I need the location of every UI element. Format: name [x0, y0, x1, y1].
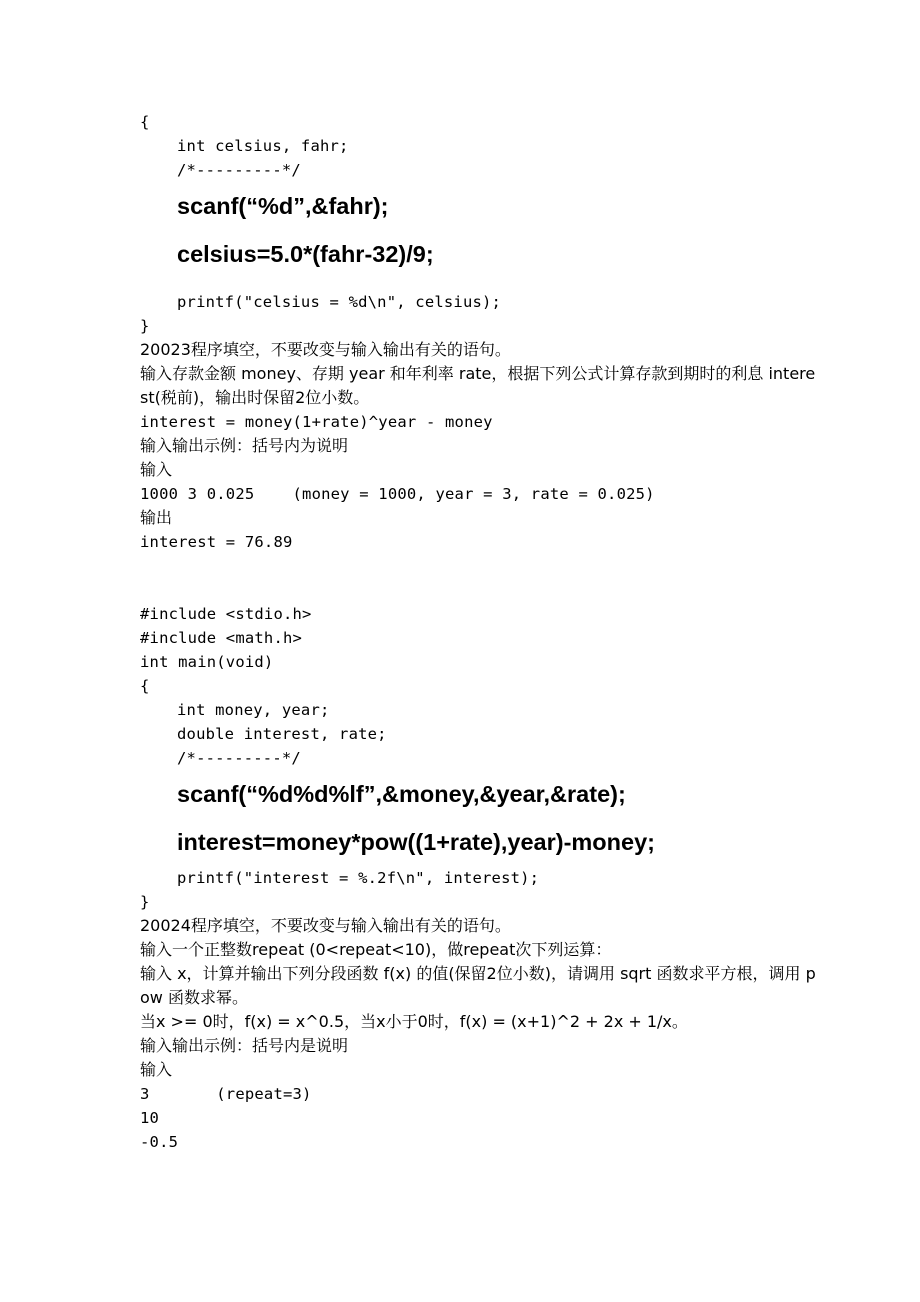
spacer [140, 554, 820, 602]
spacer [140, 278, 820, 290]
output-label: 输出 [140, 508, 173, 527]
input-value: 3 (repeat=3) [140, 1085, 312, 1103]
problem-formula: interest = money(1+rate)^year - money [140, 413, 493, 431]
answer-line: scanf(“%d”,&fahr); [177, 193, 389, 219]
code-declaration: int money, year; [177, 701, 330, 719]
code-close-brace: } [140, 893, 150, 911]
code-fill-marker: /*---------*/ [177, 161, 301, 179]
code-fill-marker: /*---------*/ [177, 749, 301, 767]
answer-line: celsius=5.0*(fahr-32)/9; [177, 241, 434, 267]
document-page [140, 110, 820, 1154]
problem-description: 输入 x，计算并输出下列分段函数 f(x) 的值(保留2位小数)，请调用 sqrt 函数求平方根，调用 pow 函数求幂。 [140, 964, 816, 1007]
code-include: #include <math.h> [140, 629, 303, 647]
answer-line: scanf(“%d%d%lf”,&money,&year,&rate); [177, 781, 626, 807]
input-value: -0.5 [140, 1133, 179, 1151]
code-declaration: double interest, rate; [177, 725, 387, 743]
problem-description: 输入一个正整数repeat (0<repeat<10)，做repeat次下列运算： [140, 940, 612, 959]
problem-description: 当x >= 0时，f(x) = x^0.5，当x小于0时，f(x) = (x+1)^2 + 2x + 1/x。 [140, 1012, 688, 1031]
input-value: 10 [140, 1109, 160, 1127]
problem-title: 20024程序填空，不要改变与输入输出有关的语句。 [140, 916, 511, 935]
output-value: interest = 76.89 [140, 533, 293, 551]
example-label: 输入输出示例：括号内是说明 [140, 1036, 349, 1055]
input-label: 输入 [140, 460, 173, 479]
input-label: 输入 [140, 1060, 173, 1079]
code-open-brace: { [140, 677, 150, 695]
code-close-brace: } [140, 317, 150, 335]
problem-description: 输入存款金额 money、存期 year 和年利率 rate，根据下列公式计算存款到期时的利息 interest(税前)，输出时保留2位小数。 [140, 364, 816, 407]
example-label: 输入输出示例：括号内为说明 [140, 436, 349, 455]
code-printf: printf("celsius = %d\n", celsius); [177, 293, 502, 311]
code-printf: printf("interest = %.2f\n", interest); [177, 869, 540, 887]
code-main: int main(void) [140, 653, 274, 671]
input-value: 1000 3 0.025 (money = 1000, year = 3, rate = 0.025) [140, 485, 655, 503]
answer-line: interest=money*pow((1+rate),year)-money; [177, 829, 655, 855]
problem-title: 20023程序填空，不要改变与输入输出有关的语句。 [140, 340, 511, 359]
code-declaration: int celsius, fahr; [177, 137, 349, 155]
code-include: #include <stdio.h> [140, 605, 312, 623]
code-open-brace: { [140, 113, 150, 131]
